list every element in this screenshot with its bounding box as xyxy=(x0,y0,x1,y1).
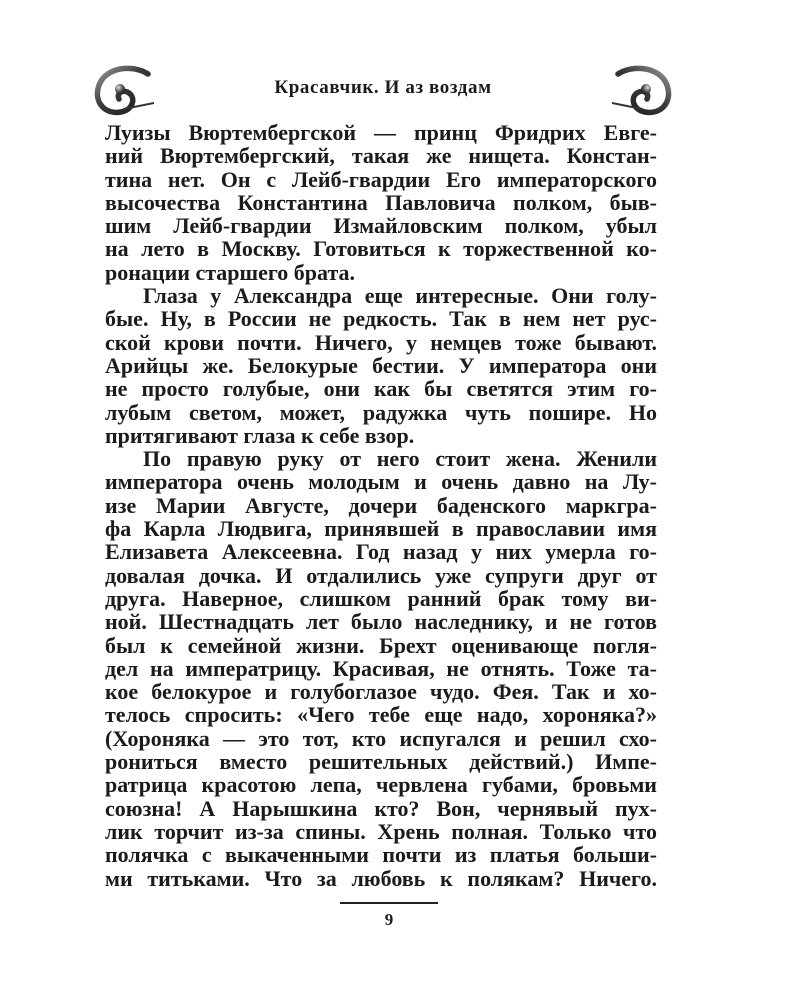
text-line: ратрица красотою лепа, червлена губами, бровьми xyxy=(105,772,657,798)
text-line: Луизы Вюртембергской — принц Фридрих Евге- xyxy=(105,120,657,145)
text-line: бые. Ну, в России не редкость. Так в нем нет рус- xyxy=(105,306,657,332)
text-line: Арийцы же. Белокурые бестии. У императора они xyxy=(105,352,657,378)
text-line: друга. Наверное, слишком ранний брак тому ви- xyxy=(105,585,657,611)
left-swirl-ornament-icon xyxy=(90,62,154,118)
text-line: фа Карла Людвига, принявшей в православии имя xyxy=(105,516,657,542)
text-line: изе Марии Августе, дочери баденского маркгра- xyxy=(105,492,657,518)
text-line: тина нет. Он с Лейб-гвардии Его императорского xyxy=(105,166,657,192)
running-head-title: Красавчик. И аз воздам xyxy=(274,77,492,98)
text-line: не просто голубые, они как бы светятся этим го- xyxy=(105,376,657,402)
text-line: Глаза у Александра еще интересные. Они голу- xyxy=(143,283,657,309)
text-line: ний Вюртембергский, такая же нищета. Констан- xyxy=(105,143,657,169)
text-line: на лето в Москву. Готовиться к торжественной ко- xyxy=(105,236,657,262)
paragraph-3 xyxy=(105,447,657,890)
body-text xyxy=(105,121,657,890)
text-line: ми титьками. Что за любовь к полякам? Ничего. xyxy=(105,865,657,891)
text-line: ской крови почти. Ничего, у немцев тоже бывают. xyxy=(105,329,657,355)
text-line: дел на императрицу. Красивая, не отнять. Тоже та- xyxy=(105,655,657,681)
paragraph-2 xyxy=(105,284,657,447)
text-line: высочества Константина Павловича полком, быв- xyxy=(105,189,657,215)
text-line: довалая дочка. И отдалились уже супруги друг от xyxy=(105,562,657,588)
footer-rule xyxy=(340,902,438,904)
paragraph-1 xyxy=(105,121,657,284)
text-line: притягивают глаза к себе взор. xyxy=(105,422,415,448)
text-line: императора очень молодым и очень давно на Лу- xyxy=(105,469,657,495)
text-line: союзна! А Нарышкина кто? Вон, чернявый пух- xyxy=(105,795,657,821)
text-line: был к семейной жизни. Брехт оценивающе погля- xyxy=(105,632,657,658)
text-line: кое белокурое и голубоглазое чудо. Фея. Так и хо- xyxy=(105,679,657,705)
text-line: (Хороняка — это тот, кто испугался и решил схо- xyxy=(105,725,657,751)
text-line: лубым светом, может, радужка чуть пошире. Но xyxy=(105,399,657,425)
text-line: шим Лейб-гвардии Измайловским полком, убыл xyxy=(105,213,657,239)
page-number: 9 xyxy=(384,910,394,929)
text-line: рониться вместо решительных действий.) Импе- xyxy=(105,749,657,775)
text-line: ронации старшего брата. xyxy=(105,259,356,285)
text-line: Елизавета Алексеевна. Год назад у них умерла го- xyxy=(105,539,657,565)
right-swirl-ornament-icon xyxy=(612,62,676,118)
text-line: полячка с выкаченными почти из платья больши- xyxy=(105,842,657,868)
text-line: телось спросить: «Чего тебе еще надо, хороняка?» xyxy=(105,702,657,728)
text-line: ной. Шестнадцать лет было наследнику, и не готов xyxy=(105,609,657,635)
text-line: лик торчит из-за спины. Хрень полная. Только что xyxy=(105,818,657,844)
text-line: По правую руку от него стоит жена. Женили xyxy=(143,446,657,472)
